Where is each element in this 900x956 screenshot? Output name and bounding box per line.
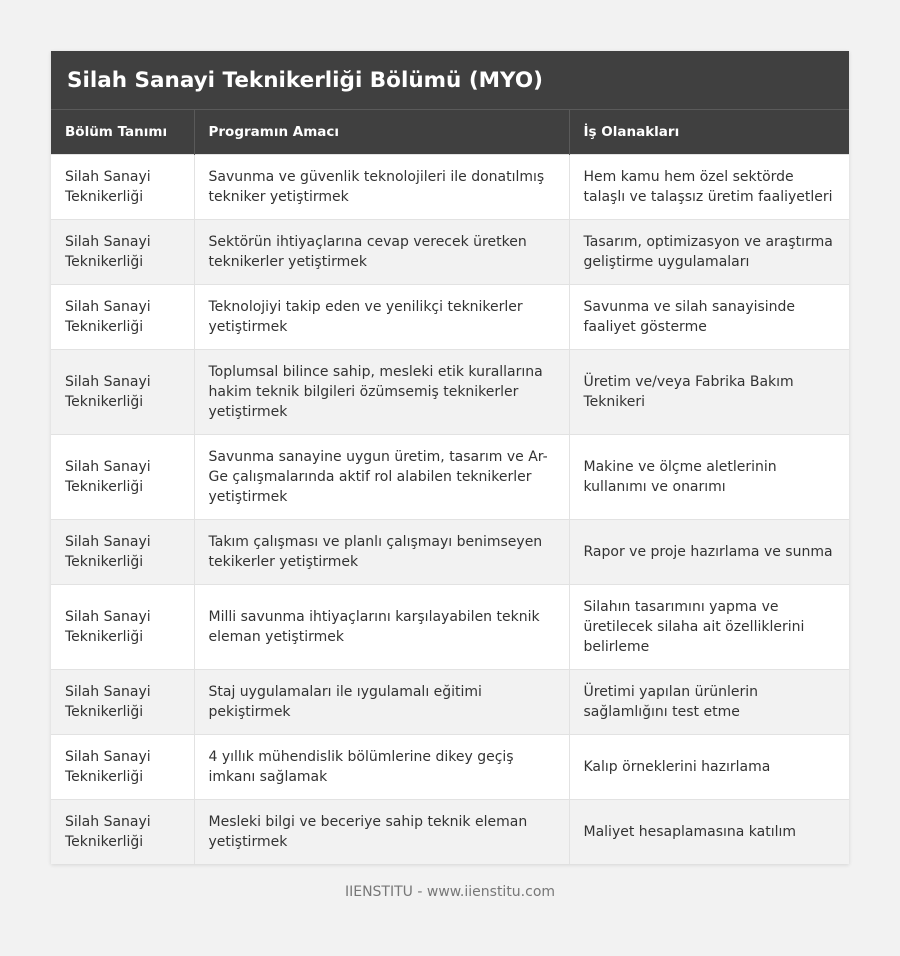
cell-is: Makine ve ölçme aletlerinin kullanımı ve onarımı (569, 435, 849, 520)
cell-bolum: Silah Sanayi Teknikerliği (51, 435, 194, 520)
table-row (51, 155, 849, 220)
cell-is: Tasarım, optimizasyon ve araştırma geliştirme uygulamaları (569, 220, 849, 285)
cell-amac: Milli savunma ihtiyaçlarını karşılayabilen teknik eleman yetiştirmek (194, 585, 569, 670)
cell-bolum: Silah Sanayi Teknikerliği (51, 155, 194, 220)
table-title: Silah Sanayi Teknikerliği Bölümü (MYO) (51, 51, 849, 109)
cell-amac: Toplumsal bilince sahip, mesleki etik kurallarına hakim teknik bilgileri özümsemiş teknikerler yetiştirmek (194, 350, 569, 435)
table-row (51, 220, 849, 285)
cell-amac: Savunma ve güvenlik teknolojileri ile donatılmış tekniker yetiştirmek (194, 155, 569, 220)
cell-amac: Teknolojiyi takip eden ve yenilikçi teknikerler yetiştirmek (194, 285, 569, 350)
cell-is: Hem kamu hem özel sektörde talaşlı ve talaşsız üretim faaliyetleri (569, 155, 849, 220)
cell-amac: Staj uygulamaları ile ıygulamalı eğitimi pekiştirmek (194, 670, 569, 735)
cell-bolum: Silah Sanayi Teknikerliği (51, 670, 194, 735)
table-row (51, 520, 849, 585)
table-row (51, 800, 849, 865)
table-row (51, 585, 849, 670)
table-row (51, 435, 849, 520)
cell-is: Savunma ve silah sanayisinde faaliyet gösterme (569, 285, 849, 350)
cell-amac: 4 yıllık mühendislik bölümlerine dikey geçiş imkanı sağlamak (194, 735, 569, 800)
cell-bolum: Silah Sanayi Teknikerliği (51, 520, 194, 585)
cell-is: Üretimi yapılan ürünlerin sağlamlığını test etme (569, 670, 849, 735)
cell-bolum: Silah Sanayi Teknikerliği (51, 735, 194, 800)
table-row (51, 735, 849, 800)
cell-is: Maliyet hesaplamasına katılım (569, 800, 849, 865)
cell-bolum: Silah Sanayi Teknikerliği (51, 285, 194, 350)
cell-amac: Mesleki bilgi ve beceriye sahip teknik eleman yetiştirmek (194, 800, 569, 865)
cell-is: Kalıp örneklerini hazırlama (569, 735, 849, 800)
header-row (51, 110, 849, 155)
cell-amac: Sektörün ihtiyaçlarına cevap verecek üretken teknikerler yetiştirmek (194, 220, 569, 285)
table-row (51, 670, 849, 735)
program-table (51, 109, 849, 864)
cell-bolum: Silah Sanayi Teknikerliği (51, 800, 194, 865)
cell-amac: Takım çalışması ve planlı çalışmayı benimseyen tekikerler yetiştirmek (194, 520, 569, 585)
header-bolum-tanimi: Bölüm Tanımı (51, 110, 194, 155)
cell-bolum: Silah Sanayi Teknikerliği (51, 350, 194, 435)
cell-is: Silahın tasarımını yapma ve üretilecek silaha ait özelliklerini belirleme (569, 585, 849, 670)
header-is-olanaklari: İş Olanakları (569, 110, 849, 155)
table-card (51, 51, 849, 864)
footer-credit: IIENSTITU - www.iienstitu.com (344, 884, 556, 900)
cell-bolum: Silah Sanayi Teknikerliği (51, 585, 194, 670)
table-row (51, 285, 849, 350)
table-row (51, 350, 849, 435)
cell-is: Rapor ve proje hazırlama ve sunma (569, 520, 849, 585)
cell-is: Üretim ve/veya Fabrika Bakım Teknikeri (569, 350, 849, 435)
header-programin-amaci: Programın Amacı (194, 110, 569, 155)
cell-bolum: Silah Sanayi Teknikerliği (51, 220, 194, 285)
cell-amac: Savunma sanayine uygun üretim, tasarım ve Ar-Ge çalışmalarında aktif rol alabilen teknikerler yetiştirmek (194, 435, 569, 520)
